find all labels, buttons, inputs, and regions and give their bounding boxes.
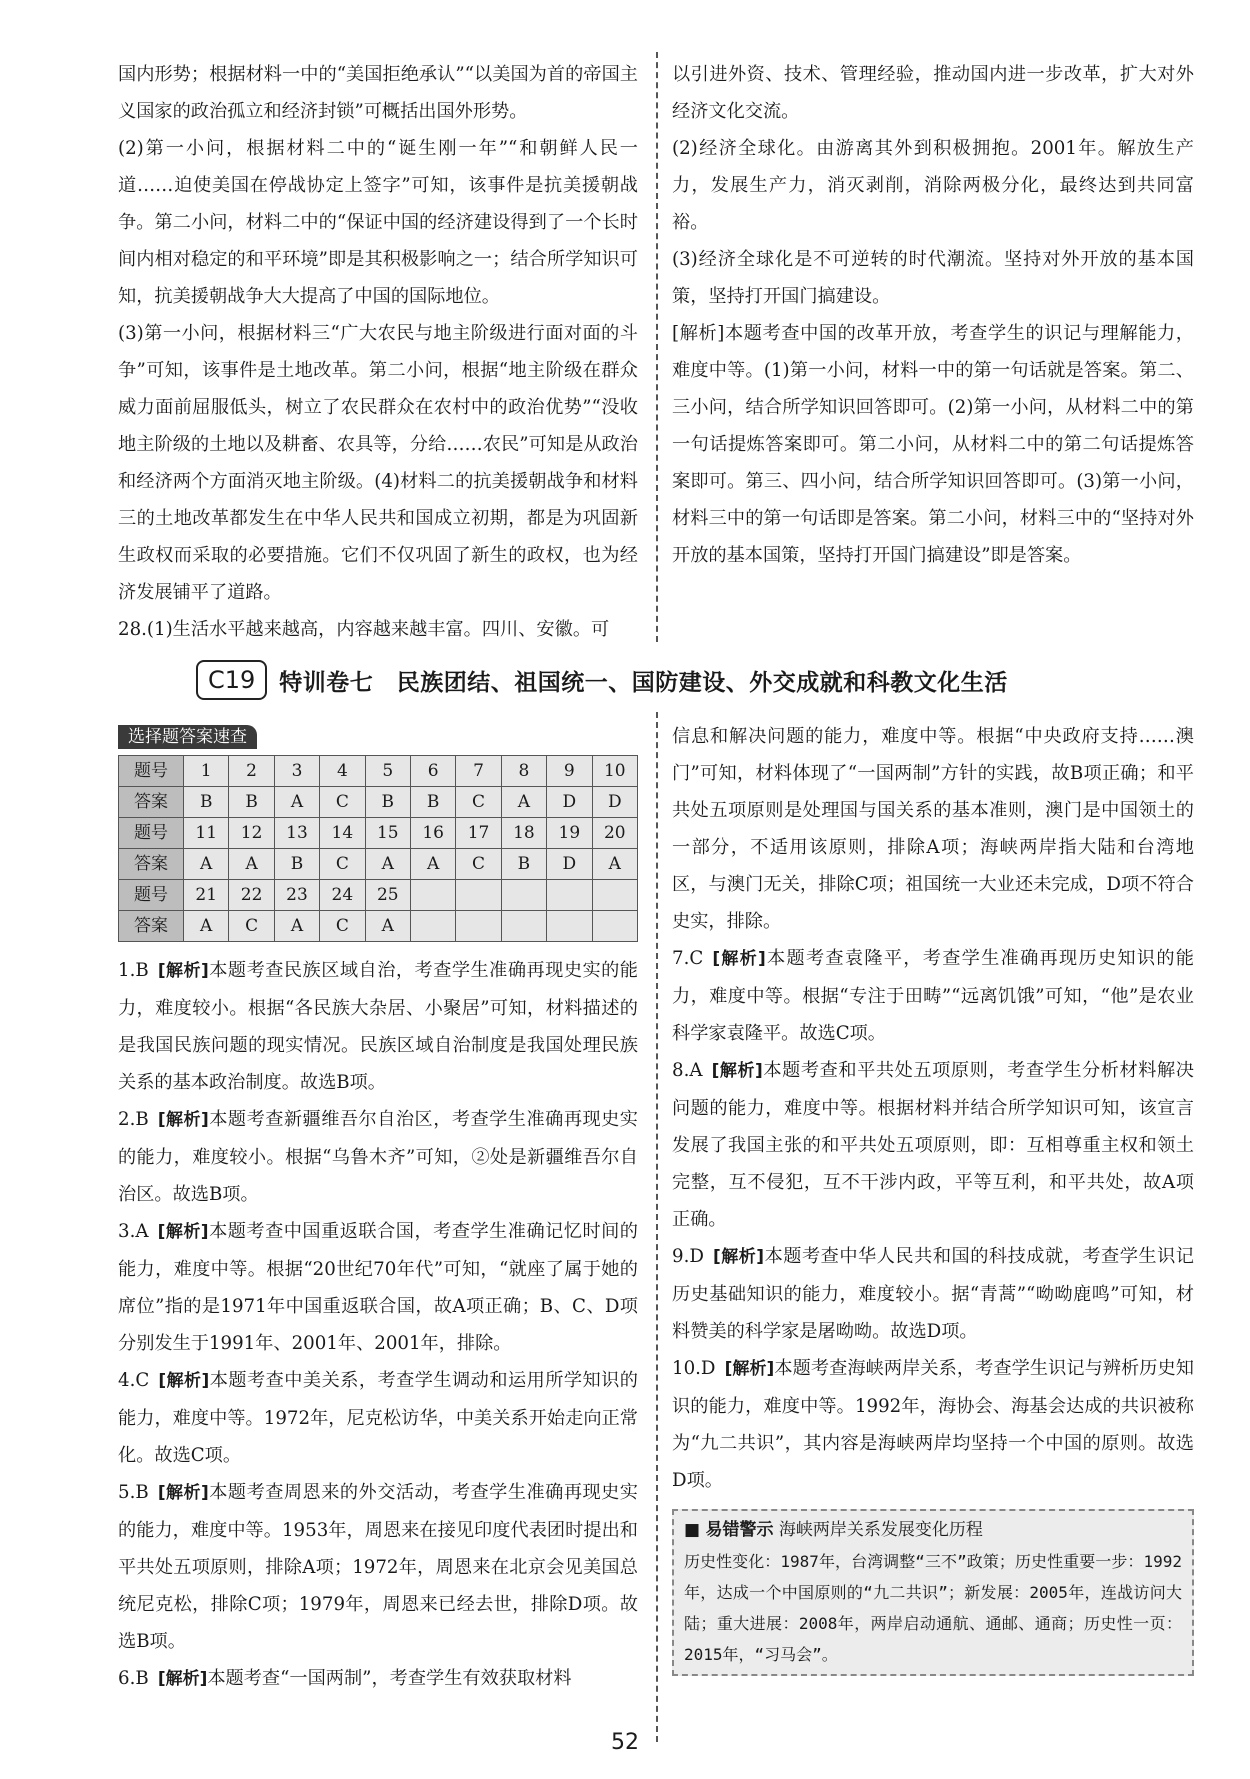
answer-cell: C	[229, 911, 274, 942]
explanation-item	[672, 940, 1194, 1052]
answer-paragraph: (3)第一小问，根据材料三“广大农民与地主阶级进行面对面的斗争”可知，该事件是土地改革。第二小问，根据“地主阶级在群众威力面前屈服低头，树立了农民群众在农村中的政治优势”“没收地主阶级的土地以及耕畜、农具等，分给……农民”可知是从政治和经济两个方面消灭地主阶级。(4)材料二的抗美援朝战争和材料三的土地改革都发生在中华人民共和国成立初期，都是为巩固新生政权而采取的必要措施。它们不仅巩固了新生的政权，也为经济发展铺平了道路。	[118, 323, 638, 603]
number-row-label: 题号	[119, 818, 184, 849]
question-number-cell: 12	[229, 818, 274, 849]
explanations-right	[672, 718, 1194, 1499]
answer-cell: C	[456, 787, 501, 818]
number-row-label: 题号	[119, 880, 184, 911]
answer-cell: A	[592, 849, 637, 880]
answer-cell: A	[501, 787, 546, 818]
answer-cell: A	[274, 787, 319, 818]
answer-cell: A	[410, 849, 455, 880]
error-warning-box	[672, 1509, 1194, 1676]
question-number-cell: 6	[410, 756, 455, 787]
question-answer: 1.B	[118, 960, 149, 981]
bottom-right-column	[672, 718, 1194, 1676]
question-answer: 8.A	[672, 1060, 703, 1081]
warning-header	[684, 1515, 1182, 1546]
answer-cell: D	[592, 787, 637, 818]
question-number-cell: 2	[229, 756, 274, 787]
explanation-item	[118, 1474, 638, 1660]
answer-cell	[592, 911, 637, 942]
question-number-cell	[592, 880, 637, 911]
answer-cell	[456, 911, 501, 942]
quick-answers-title: 选择题答案速查	[118, 725, 257, 749]
question-number-cell: 22	[229, 880, 274, 911]
explanation-text: 本题考查袁隆平，考查学生准确再现历史知识的能力，难度中等。根据“专注于田畴”“远离饥饿”可知，“他”是农业科学家袁隆平。故选C项。	[672, 948, 1194, 1044]
question-number-cell: 5	[365, 756, 410, 787]
question-number-cell: 23	[274, 880, 319, 911]
analysis-tag: [解析]	[157, 1110, 209, 1130]
column-divider-top	[656, 52, 658, 642]
question-number-cell: 18	[501, 818, 546, 849]
warning-title: 海峡两岸关系发展变化历程	[778, 1520, 983, 1540]
question-number-cell: 7	[456, 756, 501, 787]
answer-row	[119, 787, 638, 818]
question-number-cell	[501, 880, 546, 911]
question-number-cell: 15	[365, 818, 410, 849]
question-answer: 10.D	[672, 1358, 716, 1379]
number-row	[119, 818, 638, 849]
analysis-tag: [解析]	[158, 1371, 210, 1391]
question-number-cell: 11	[184, 818, 229, 849]
warning-text: 历史性变化：1987年，台湾调整“三不”政策；历史性重要一步：1992年，达成一个中国原则的“九二共识”；新发展：2005年，连战访问大陆；重大进展：2008年，两岸启动通航、通邮、通商；历史性一页：2015年，“习马会”。	[684, 1552, 1182, 1664]
answer-paragraph: [解析]本题考查中国的改革开放，考查学生的识记与理解能力，难度中等。(1)第一小问，材料一中的第一句话就是答案。第二、三小问，结合所学知识回答即可。(2)第一小问，从材料二中的第一句话提炼答案即可。第二小问，从材料二中的第二句话提炼答案即可。第三、四小问，结合所学知识回答即可。(3)第一小问，材料三中的第一句话即是答案。第二小问，材料三中的“坚持对外开放的基本国策，坚持打开国门搞建设”即是答案。	[672, 323, 1194, 566]
number-row	[119, 756, 638, 787]
question-number-cell: 1	[184, 756, 229, 787]
answer-cell	[501, 911, 546, 942]
explanation-item	[118, 1101, 638, 1213]
answer-row-label: 答案	[119, 849, 184, 880]
section-code-badge: C19	[196, 660, 267, 700]
explanation-text: 本题考查周恩来的外交活动，考查学生准确再现史实的能力，难度中等。1953年，周恩来在接见印度代表团时提出和平共处五项原则，排除A项；1972年，周恩来在北京会见美国总统尼克松，排除C项；1979年，周恩来已经去世，排除D项。故选B项。	[118, 1482, 638, 1652]
question-number-cell	[547, 880, 592, 911]
answer-cell	[547, 911, 592, 942]
answer-paragraph: (2)经济全球化。由游离其外到积极拥抱。2001年。解放生产力，发展生产力，消灭剥削，消除两极分化，最终达到共同富裕。	[672, 138, 1194, 233]
question-number-cell: 3	[274, 756, 319, 787]
answer-paragraph: (3)经济全球化是不可逆转的时代潮流。坚持对外开放的基本国策，坚持打开国门搞建设。	[672, 249, 1194, 307]
explanation-text: 本题考查“一国两制”，考查学生有效获取材料	[207, 1668, 572, 1689]
square-bullet-icon: ■	[684, 1520, 701, 1540]
top-left-column	[118, 56, 638, 648]
explanation-text: 信息和解决问题的能力，难度中等。根据“中央政府支持……澳门”可知，材料体现了“一国两制”方针的实践，故B项正确；和平共处五项原则是处理国与国关系的基本准则，澳门是中国领土的一部分，不适用该原则，排除A项；海峡两岸指大陆和台湾地区，与澳门无关，排除C项；祖国统一大业还未完成，D项不符合史实，排除。	[672, 726, 1194, 932]
explanations-left	[118, 952, 638, 1698]
answer-cell: B	[410, 787, 455, 818]
question-number-cell: 19	[547, 818, 592, 849]
analysis-tag: [解析]	[724, 1359, 775, 1379]
answer-cell: B	[184, 787, 229, 818]
explanation-text: 本题考查中华人民共和国的科技成就，考查学生识记历史基础知识的能力，难度较小。据“青蒿”“呦呦鹿鸣”可知，材料赞美的科学家是屠呦呦。故选D项。	[672, 1246, 1194, 1342]
question-number-cell	[410, 880, 455, 911]
answer-cell: C	[320, 911, 365, 942]
analysis-tag: [解析]	[157, 1483, 209, 1503]
analysis-tag: [解析]	[713, 1247, 765, 1267]
question-answer: 4.C	[118, 1370, 150, 1391]
question-number-cell: 14	[320, 818, 365, 849]
question-number-cell: 10	[592, 756, 637, 787]
question-answer: 6.B	[118, 1668, 149, 1689]
answer-cell: C	[320, 849, 365, 880]
explanation-item	[118, 952, 638, 1101]
answer-cell: A	[184, 911, 229, 942]
quick-answers-table	[118, 755, 638, 942]
question-answer: 7.C	[672, 948, 704, 969]
answer-row-label: 答案	[119, 787, 184, 818]
explanation-item	[118, 1362, 638, 1474]
question-number-cell: 16	[410, 818, 455, 849]
question-number-cell: 13	[274, 818, 319, 849]
question-answer: 2.B	[118, 1109, 149, 1130]
answer-cell: A	[365, 849, 410, 880]
question-number-cell: 17	[456, 818, 501, 849]
explanation-item	[672, 718, 1194, 940]
warning-label: 易错警示	[705, 1520, 774, 1540]
explanation-text: 本题考查新疆维吾尔自治区，考查学生准确再现史实的能力，难度较小。根据“乌鲁木齐”可知，②处是新疆维吾尔自治区。故选B项。	[118, 1109, 638, 1205]
answer-row	[119, 849, 638, 880]
answer-cell	[410, 911, 455, 942]
answer-cell: C	[456, 849, 501, 880]
question-answer: 9.D	[672, 1246, 704, 1267]
section-title: 特训卷七 民族团结、祖国统一、国防建设、外交成就和科教文化生活	[279, 669, 1008, 696]
question-number-cell: 9	[547, 756, 592, 787]
answer-cell: B	[501, 849, 546, 880]
answer-cell: A	[184, 849, 229, 880]
explanation-text: 本题考查中国重返联合国，考查学生准确记忆时间的能力，难度中等。根据“20世纪70年代”可知，“就座了属于她的席位”指的是1971年中国重返联合国，故A项正确；B、C、D项分别发生于1991年、2001年、2001年，排除。	[118, 1221, 638, 1354]
explanation-text: 本题考查海峡两岸关系，考查学生识记与辨析历史知识的能力，难度中等。1992年，海协会、海基会达成的共识被称为“九二共识”，其内容是海峡两岸均坚持一个中国的原则。故选D项。	[672, 1358, 1194, 1491]
top-right-column	[672, 56, 1194, 574]
answer-paragraph: 以引进外资、技术、管理经验，推动国内进一步改革，扩大对外经济文化交流。	[672, 64, 1194, 122]
number-row-label: 题号	[119, 756, 184, 787]
analysis-tag: [解析]	[157, 961, 209, 981]
answer-row	[119, 911, 638, 942]
explanation-text: 本题考查中美关系，考查学生调动和运用所学知识的能力，难度中等。1972年，尼克松访华，中美关系开始走向正常化。故选C项。	[118, 1370, 638, 1466]
answer-cell: A	[365, 911, 410, 942]
analysis-tag: [解析]	[157, 1222, 209, 1242]
answer-cell: B	[229, 787, 274, 818]
analysis-tag: [解析]	[712, 949, 766, 969]
answer-cell: B	[365, 787, 410, 818]
question-number-cell: 24	[320, 880, 365, 911]
analysis-tag: [解析]	[157, 1669, 208, 1689]
answer-cell: A	[229, 849, 274, 880]
explanation-item	[118, 1213, 638, 1362]
answer-paragraph: 28.(1)生活水平越来越高，内容越来越丰富。四川、安徽。可	[118, 619, 610, 640]
answer-row-label: 答案	[119, 911, 184, 942]
question-number-cell: 21	[184, 880, 229, 911]
explanation-item	[672, 1052, 1194, 1238]
explanation-text: 本题考查和平共处五项原则，考查学生分析材料解决问题的能力，难度中等。根据材料并结合所学知识可知，该宣言发展了我国主张的和平共处五项原则，即：互相尊重主权和领土完整，互不侵犯，互不干涉内政，平等互利，和平共处，故A项正确。	[672, 1060, 1194, 1230]
section-heading	[196, 658, 1008, 702]
answer-cell: C	[320, 787, 365, 818]
question-number-cell: 25	[365, 880, 410, 911]
analysis-tag: [解析]	[711, 1061, 763, 1081]
question-number-cell	[456, 880, 501, 911]
answer-cell: A	[274, 911, 319, 942]
answer-cell: D	[547, 849, 592, 880]
answer-cell: B	[274, 849, 319, 880]
question-number-cell: 4	[320, 756, 365, 787]
explanation-text: 本题考查民族区域自治，考查学生准确再现史实的能力，难度较小。根据“各民族大杂居、小聚居”可知，材料描述的是我国民族问题的现实情况。民族区域自治制度是我国处理民族关系的基本政治制度。故选B项。	[118, 960, 638, 1093]
question-answer: 5.B	[118, 1482, 149, 1503]
page-number: 52	[611, 1730, 639, 1755]
explanation-item	[672, 1238, 1194, 1350]
explanation-item	[672, 1350, 1194, 1499]
question-number-cell: 20	[592, 818, 637, 849]
answer-cell: D	[547, 787, 592, 818]
answer-paragraph: (2)第一小问，根据材料二中的“诞生刚一年”“和朝鲜人民一道……迫使美国在停战协定上签字”可知，该事件是抗美援朝战争。第二小问，材料二中的“保证中国的经济建设得到了一个长时间内相对稳定的和平环境”即是其积极影响之一；结合所学知识可知，抗美援朝战争大大提高了中国的国际地位。	[118, 138, 638, 307]
bottom-left-column	[118, 718, 638, 1698]
question-number-cell: 8	[501, 756, 546, 787]
number-row	[119, 880, 638, 911]
question-answer: 3.A	[118, 1221, 149, 1242]
explanation-item	[118, 1660, 638, 1698]
column-divider-bottom	[656, 712, 658, 1742]
answer-paragraph: 国内形势；根据材料一中的“美国拒绝承认”“以美国为首的帝国主义国家的政治孤立和经济封锁”可概括出国外形势。	[118, 64, 638, 122]
